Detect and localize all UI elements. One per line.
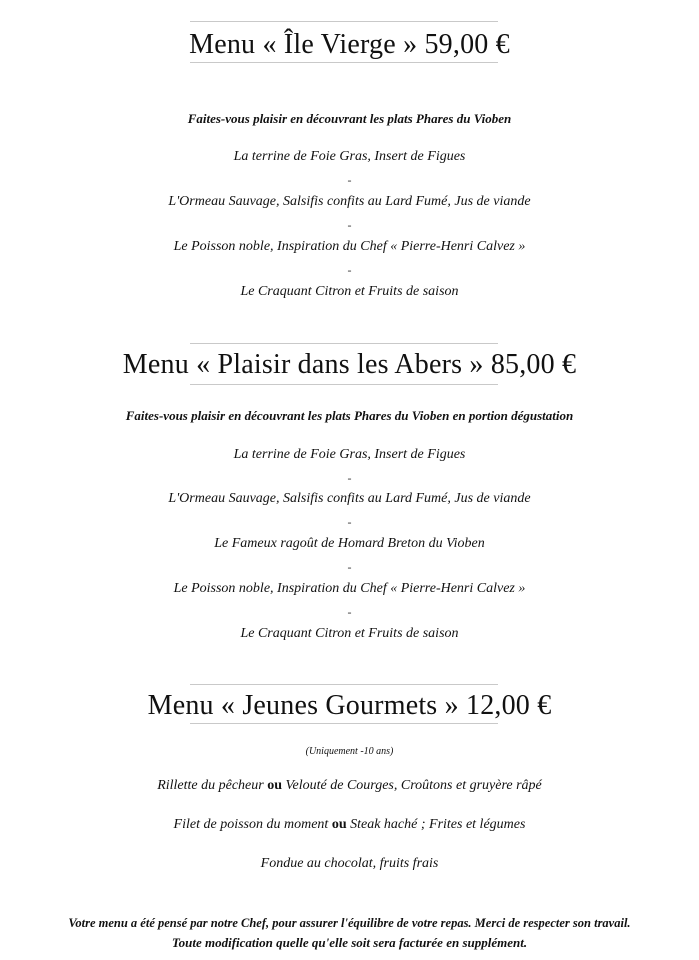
dish-separator: - — [347, 263, 352, 277]
title-rule-top — [190, 684, 498, 685]
title-rule-top — [190, 21, 498, 22]
menu-title: Menu « Jeunes Gourmets » 12,00 € — [147, 690, 552, 721]
menu-title: Menu « Plaisir dans les Abers » 85,00 € — [122, 349, 577, 380]
dish-separator: - — [347, 173, 352, 187]
title-rule-bottom — [190, 62, 498, 63]
dish: Le Craquant Citron et Fruits de saison — [240, 284, 459, 299]
title-rule-top — [190, 343, 498, 344]
dish: La terrine de Foie Gras, Insert de Figues — [233, 149, 466, 164]
choice-joiner: ou — [331, 817, 347, 832]
dish: La terrine de Foie Gras, Insert de Figues — [233, 447, 466, 462]
dish: L'Ormeau Sauvage, Salsifis confits au Lard Fumé, Jus de viande — [168, 194, 531, 209]
title-rule-bottom — [190, 384, 498, 385]
dish: Le Poisson noble, Inspiration du Chef « Pierre-Henri Calvez » — [173, 581, 526, 596]
menu-intro: Faites-vous plaisir en découvrant les plats Phares du Vioben — [187, 111, 512, 126]
dish-separator: - — [347, 515, 352, 529]
kids-choice — [0, 778, 699, 794]
dessert: Fondue au chocolat, fruits frais — [260, 856, 439, 871]
age-note: (Uniquement -10 ans) — [305, 746, 394, 757]
title-rule-bottom — [190, 723, 498, 724]
choice-joiner: ou — [267, 778, 283, 793]
menu-title: Menu « Île Vierge » 59,00 € — [189, 29, 510, 60]
menu-intro: Faites-vous plaisir en découvrant les plats Phares du Vioben en portion dégustation — [125, 408, 574, 423]
footer-line-1: Votre menu a été pensé par notre Chef, pour assurer l'équilibre de votre repas. Merci de respecter son travail. — [68, 916, 631, 930]
dish-separator: - — [347, 560, 352, 574]
dish-separator: - — [347, 218, 352, 232]
dish: Le Craquant Citron et Fruits de saison — [240, 626, 459, 641]
dish: Le Fameux ragoût de Homard Breton du Vioben — [214, 536, 485, 551]
dish: Le Poisson noble, Inspiration du Chef « Pierre-Henri Calvez » — [173, 239, 526, 254]
choice-right: Velouté de Courges, Croûtons et gruyère râpé — [285, 778, 542, 793]
dish-separator: - — [347, 471, 352, 485]
kids-choice — [0, 817, 699, 833]
footer-line-2: Toute modification quelle qu'elle soit sera facturée en supplément. — [171, 935, 528, 950]
choice-right: Steak haché ; Frites et légumes — [350, 817, 526, 832]
choice-left: Rillette du pêcheur — [157, 778, 264, 793]
dish-separator: - — [347, 605, 352, 619]
choice-left: Filet de poisson du moment — [173, 817, 329, 832]
dish: L'Ormeau Sauvage, Salsifis confits au Lard Fumé, Jus de viande — [168, 491, 531, 506]
